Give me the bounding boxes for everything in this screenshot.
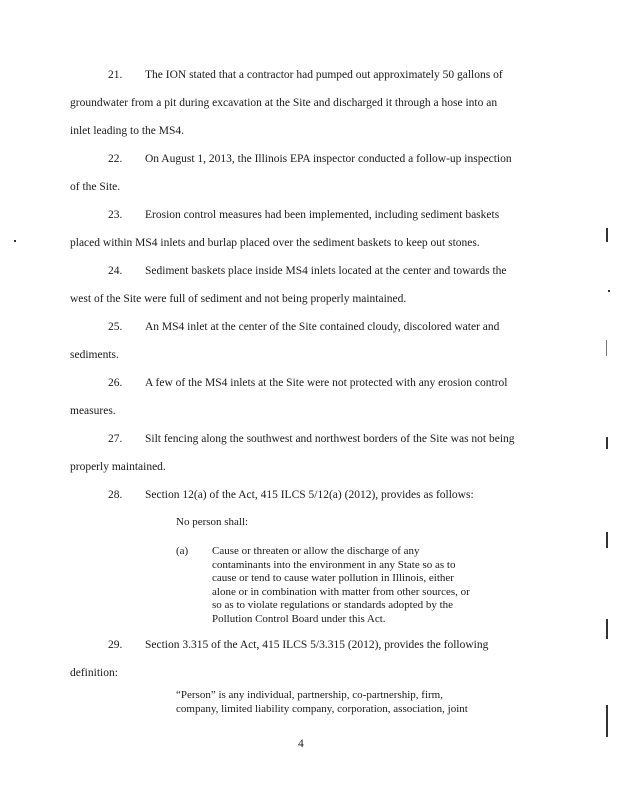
margin-dot	[608, 290, 610, 292]
paragraph-27	[70, 425, 530, 481]
paragraph-line: inlet leading to the MS4.	[70, 125, 185, 137]
paragraph-line: The ION stated that a contractor had pumped out approximately 50 gallons of	[145, 69, 503, 81]
paragraph-number: 29.	[108, 639, 123, 651]
margin-dot	[14, 240, 16, 242]
quote-line: Cause or threaten or allow the discharge of any	[212, 545, 420, 557]
paragraph-number: 28.	[108, 489, 123, 501]
paragraph-number: 22.	[108, 153, 123, 165]
margin-mark	[606, 532, 608, 548]
quote-line: alone or in combination with matter from other sources, or	[212, 585, 470, 598]
paragraph-line: measures.	[70, 405, 116, 417]
paragraph-line: definition:	[70, 667, 118, 679]
paragraph-line: On August 1, 2013, the Illinois EPA inspector conducted a follow-up inspection	[145, 153, 512, 165]
paragraph-number: 23.	[108, 209, 123, 221]
paragraph-24	[70, 257, 530, 313]
paragraph-number: 21.	[108, 69, 123, 81]
paragraph-29	[70, 631, 530, 687]
quote-line: Pollution Control Board under this Act.	[212, 612, 386, 625]
paragraph-line: properly maintained.	[70, 461, 166, 473]
paragraph-line: Section 12(a) of the Act, 415 ILCS 5/12(a) (2012), provides as follows:	[145, 489, 474, 501]
paragraph-21	[70, 61, 530, 145]
quote-line: so as to violate regulations or standards adopted by the	[212, 599, 454, 612]
paragraph-26	[70, 369, 530, 425]
paragraph-line: sediments.	[70, 349, 119, 361]
paragraph-23	[70, 201, 530, 257]
paragraph-line: A few of the MS4 inlets at the Site were not protected with any erosion control	[145, 377, 508, 389]
page-number: 4	[298, 738, 304, 750]
quote-line: contaminants into the environment in any State so as to	[212, 558, 456, 571]
paragraph-line: west of the Site were full of sediment and not being properly maintained.	[70, 293, 407, 305]
paragraph-28	[70, 481, 530, 509]
paragraph-line: groundwater from a pit during excavation at the Site and discharged it through a hose into an	[70, 97, 498, 109]
paragraph-number: 27.	[108, 433, 123, 445]
margin-mark	[606, 619, 608, 639]
paragraph-number: 26.	[108, 377, 123, 389]
paragraph-line: Erosion control measures had been implemented, including sediment baskets	[145, 209, 500, 221]
margin-mark	[606, 437, 608, 449]
quote-line: cause or tend to cause water pollution in Illinois, either	[212, 572, 454, 585]
quote-line: “Person” is any individual, partnership, co-partnership, firm,	[176, 689, 443, 701]
paragraph-25	[70, 313, 530, 369]
margin-mark	[606, 228, 608, 242]
paragraph-line: Silt fencing along the southwest and northwest borders of the Site was not being	[145, 433, 515, 445]
quote-intro: No person shall:	[176, 516, 249, 528]
margin-mark	[606, 705, 608, 737]
paragraph-22	[70, 145, 530, 201]
paragraph-line: Section 3.315 of the Act, 415 ILCS 5/3.315 (2012), provides the following	[145, 639, 489, 651]
paragraph-line: of the Site.	[70, 181, 121, 193]
quote-item-label: (a)	[176, 545, 189, 557]
paragraph-line: Sediment baskets place inside MS4 inlets located at the center and towards the	[145, 265, 507, 277]
quote-line: company, limited liability company, corporation, association, joint	[176, 702, 468, 715]
paragraph-number: 25.	[108, 321, 123, 333]
definition-quote	[176, 689, 468, 716]
paragraph-line: placed within MS4 inlets and burlap placed over the sediment baskets to keep out stones.	[70, 237, 480, 249]
paragraph-line: An MS4 inlet at the center of the Site contained cloudy, discolored water and	[145, 321, 500, 333]
margin-mark	[606, 340, 607, 356]
quote-item-text	[212, 545, 470, 627]
paragraph-number: 24.	[108, 265, 123, 277]
